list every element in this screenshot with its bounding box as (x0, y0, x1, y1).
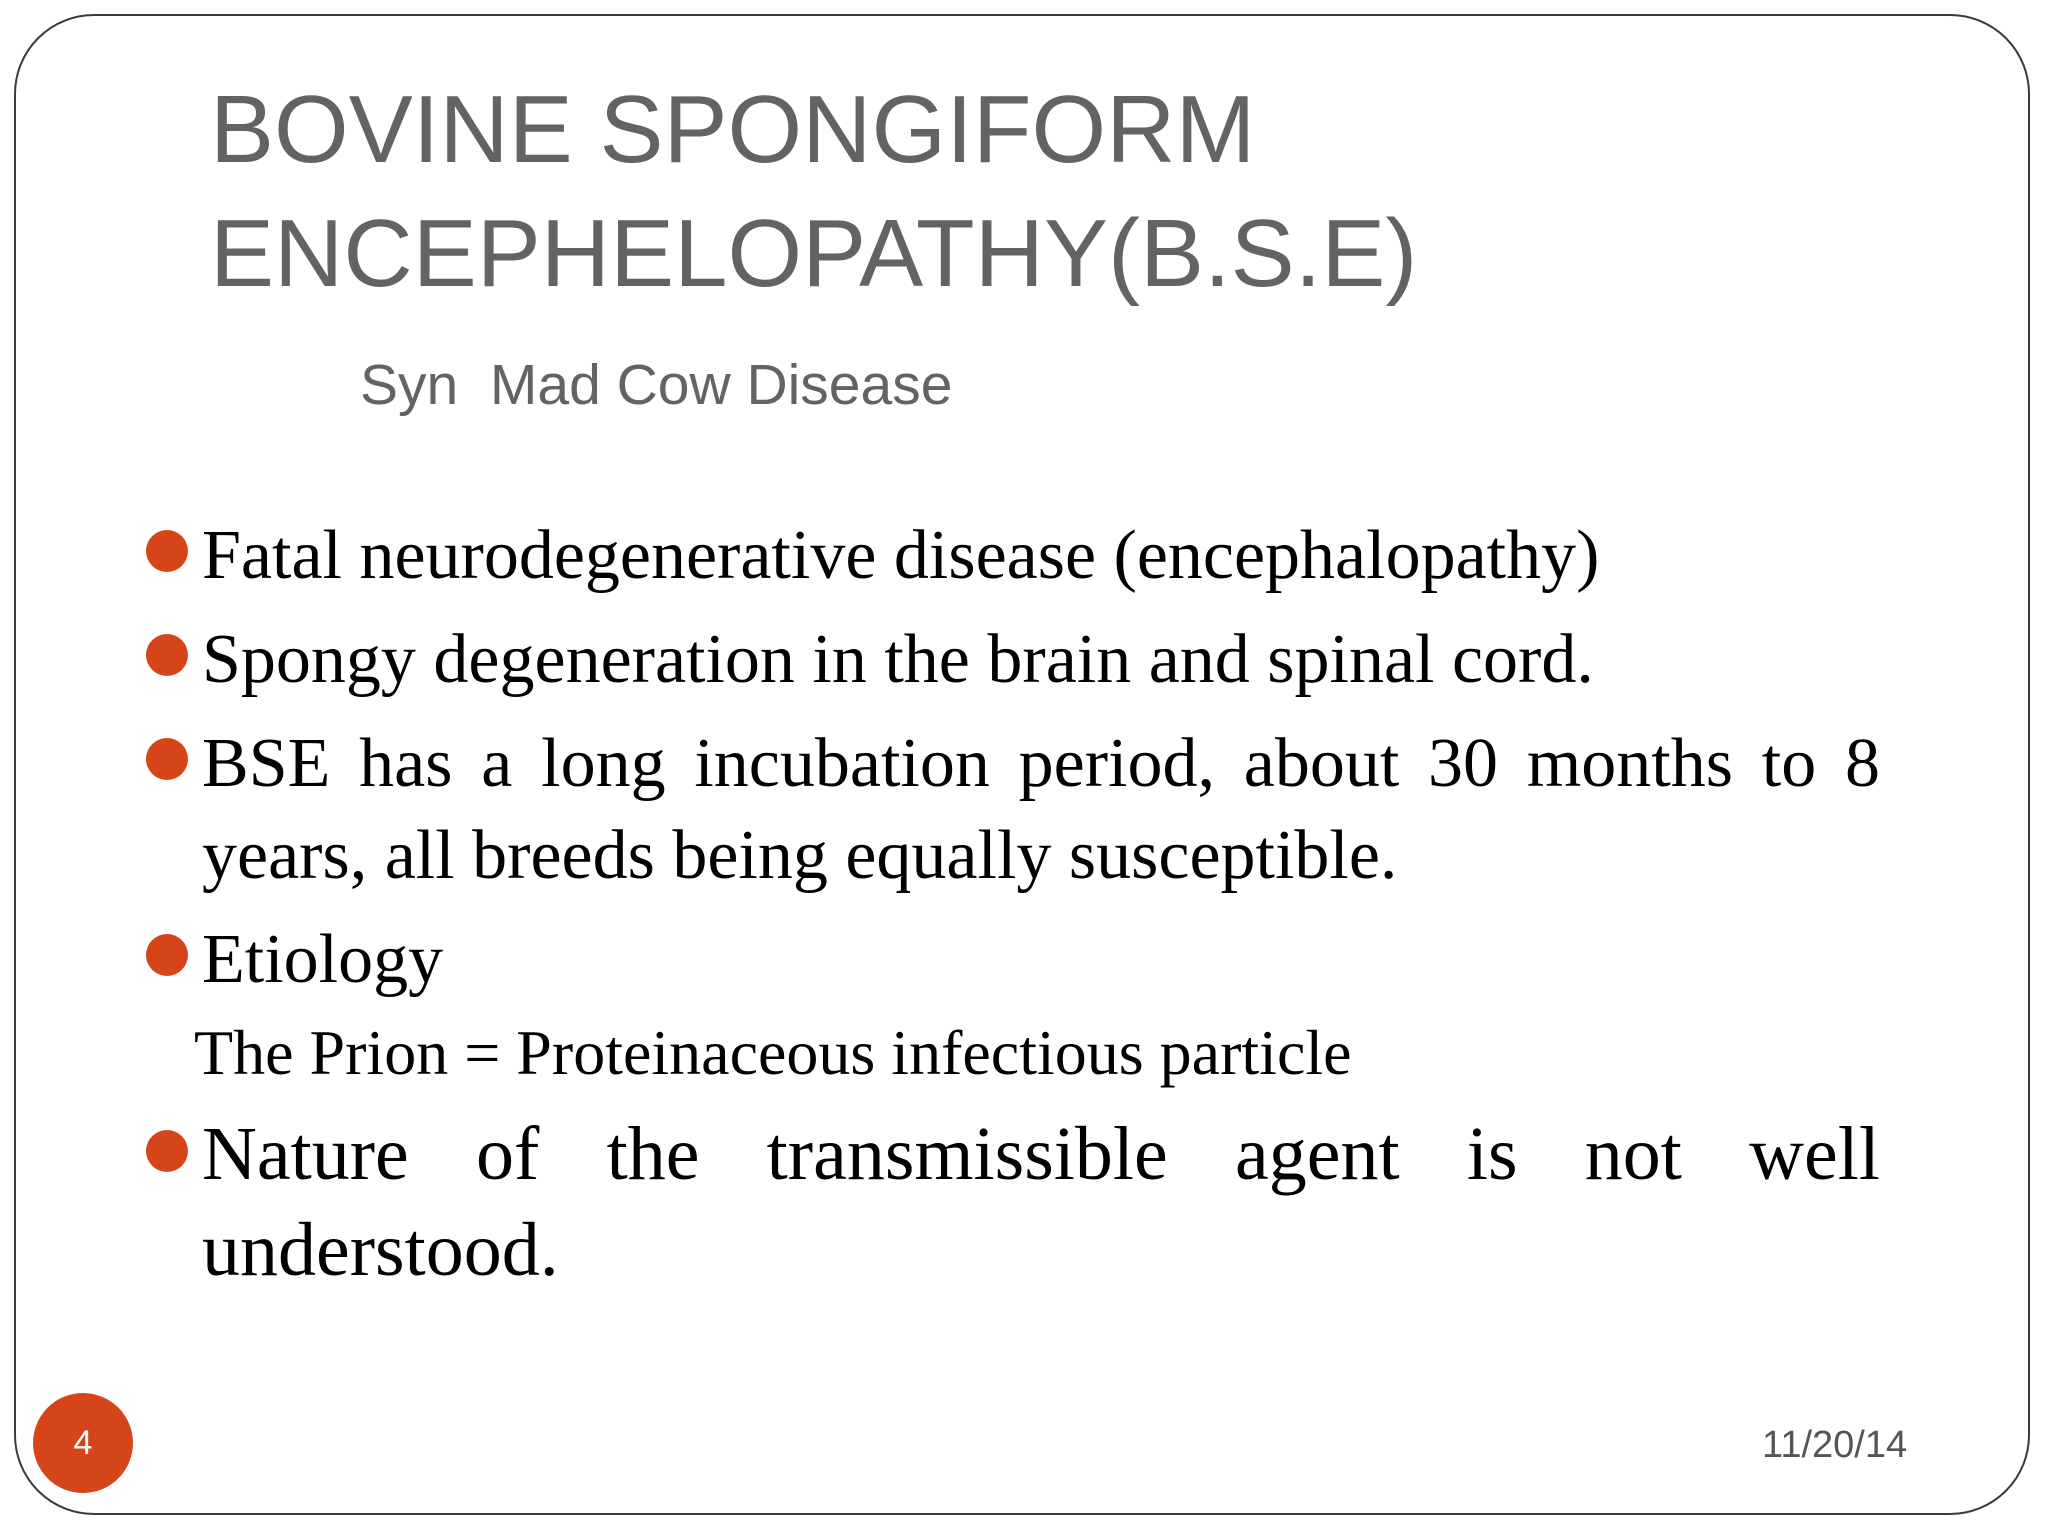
title-line-2: ENCEPHELOPATHY(B.S.E) (210, 200, 1418, 307)
bullet-text-line-1: BSE has a long incubation period, about 30 months to 8 (202, 725, 1880, 802)
bullet-dot-icon (146, 934, 188, 976)
bullet-dot-icon (146, 530, 188, 572)
bullet-dot-icon (146, 738, 188, 780)
bullet-sub-text: The Prion = Proteinaceous infectious particle (194, 1017, 1352, 1088)
bullet-item-5 (140, 1106, 1880, 1298)
slide-subtitle: Syn Mad Cow Disease (360, 353, 953, 417)
title-line-1: BOVINE SPONGIFORM (210, 76, 1256, 183)
bullet-text: Fatal neurodegenerative disease (encephalopathy) (202, 517, 1600, 594)
page-number-badge: 4 (33, 1393, 133, 1493)
bullet-text: Spongy degeneration in the brain and spinal cord. (202, 621, 1594, 698)
slide-title (210, 68, 1910, 316)
slide-date: 11/20/14 (1762, 1424, 1908, 1466)
bullet-item-2 (140, 614, 1880, 706)
bullet-item-3 (140, 718, 1880, 902)
bullet-item-4 (140, 914, 1880, 1006)
bullet-dot-icon (146, 634, 188, 676)
bullet-text: Etiology (202, 921, 444, 998)
bullet-text-line-2: years, all breeds being equally susceptible. (202, 817, 1398, 894)
bullet-list (140, 510, 1940, 1298)
bullet-item-1 (140, 510, 1880, 602)
bullet-text-line-2: understood. (202, 1208, 559, 1292)
bullet-text-line-1: Nature of the transmissible agent is not well (202, 1112, 1880, 1196)
bullet-dot-icon (146, 1130, 188, 1172)
